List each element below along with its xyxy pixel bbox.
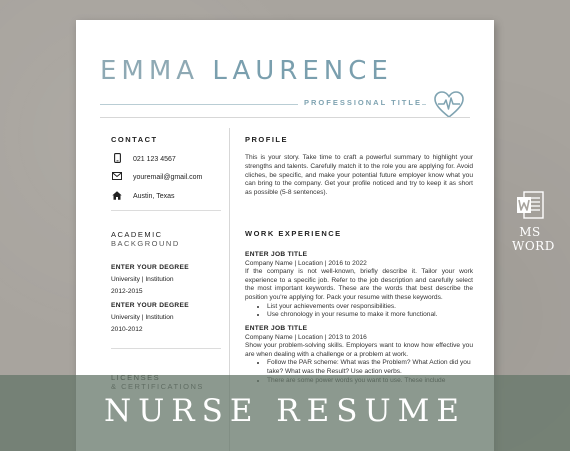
word-document-icon — [515, 190, 545, 220]
list-item: • Follow the PAR scheme: What was the Problem? What Action did you take? What was the Result? Use action verbs. — [267, 359, 473, 376]
academic-divider — [111, 348, 221, 349]
first-name: EMMA — [100, 56, 200, 86]
email-text: youremail@gmail.com — [133, 173, 203, 181]
degree-years: 2012-2015 — [111, 287, 143, 295]
job-title: ENTER JOB TITLE — [245, 251, 308, 258]
degree-years: 2010-2012 — [111, 325, 143, 333]
job-description: Show your problem-solving skills. Employers want to know how effective you are when dealing with a challenge or a problem at work. — [245, 342, 473, 358]
phone-text: 021 123 4567 — [133, 155, 176, 163]
last-name: LAURENCE — [212, 56, 393, 86]
institution: University | Institution — [111, 275, 174, 283]
word-label: WORD — [512, 239, 555, 253]
list-item: • List your achievements over responsibilities. — [267, 303, 473, 312]
ms-word-badge — [512, 190, 555, 253]
ms-label: MS — [519, 225, 541, 239]
job-title: ENTER JOB TITLE — [245, 325, 308, 332]
job-bullets — [267, 303, 473, 320]
list-item: • Use chronology in your resume to make it more functional. — [267, 311, 473, 320]
banner-title: NURSE RESUME — [103, 393, 467, 429]
profile-text: This is your story. Take time to craft a powerful summary to highlight your strengths and talents. Carefully match it to the role you are applying for. Avoid cliches, be specific, and make your potential future employer know what you can bring to the company. Get your profile noticed and try to keep it as short as possible (5-8 sentences). — [245, 154, 473, 197]
contact-location — [111, 191, 175, 202]
job-entry — [245, 251, 473, 320]
header-divider — [100, 117, 470, 118]
contact-heading: CONTACT — [111, 135, 158, 144]
institution: University | Institution — [111, 313, 174, 321]
degree-title: ENTER YOUR DEGREE — [111, 264, 189, 271]
heart-pulse-icon — [433, 90, 465, 120]
contact-divider — [111, 210, 221, 211]
phone-icon — [111, 153, 123, 165]
home-icon — [111, 191, 123, 202]
contact-email — [111, 172, 202, 182]
job-description: If the company is not well-known, briefly describe it. Tailor your work experience to a specific job. Refer to the job description and carefully select the most important keywords. These are the words that best describe the position you're applying for. Pack your resume with these keywords. — [245, 268, 473, 301]
contact-phone — [111, 153, 176, 165]
degree-title: ENTER YOUR DEGREE — [111, 302, 189, 309]
job-meta: Company Name | Location | 2013 to 2016 — [245, 333, 367, 341]
academic-subheading: BACKGROUND — [111, 239, 180, 248]
location-text: Austin, Texas — [133, 193, 175, 200]
academic-heading: ACADEMIC — [111, 230, 163, 239]
profile-heading: PROFILE — [245, 135, 289, 144]
envelope-icon — [111, 172, 123, 182]
work-experience-heading: WORK EXPERIENCE — [245, 229, 342, 238]
professional-title: PROFESSIONAL TITLE — [298, 98, 422, 107]
job-meta: Company Name | Location | 2016 to 2022 — [245, 259, 367, 267]
candidate-name — [100, 56, 393, 86]
academic-entry — [111, 262, 189, 297]
academic-entry — [111, 300, 189, 335]
